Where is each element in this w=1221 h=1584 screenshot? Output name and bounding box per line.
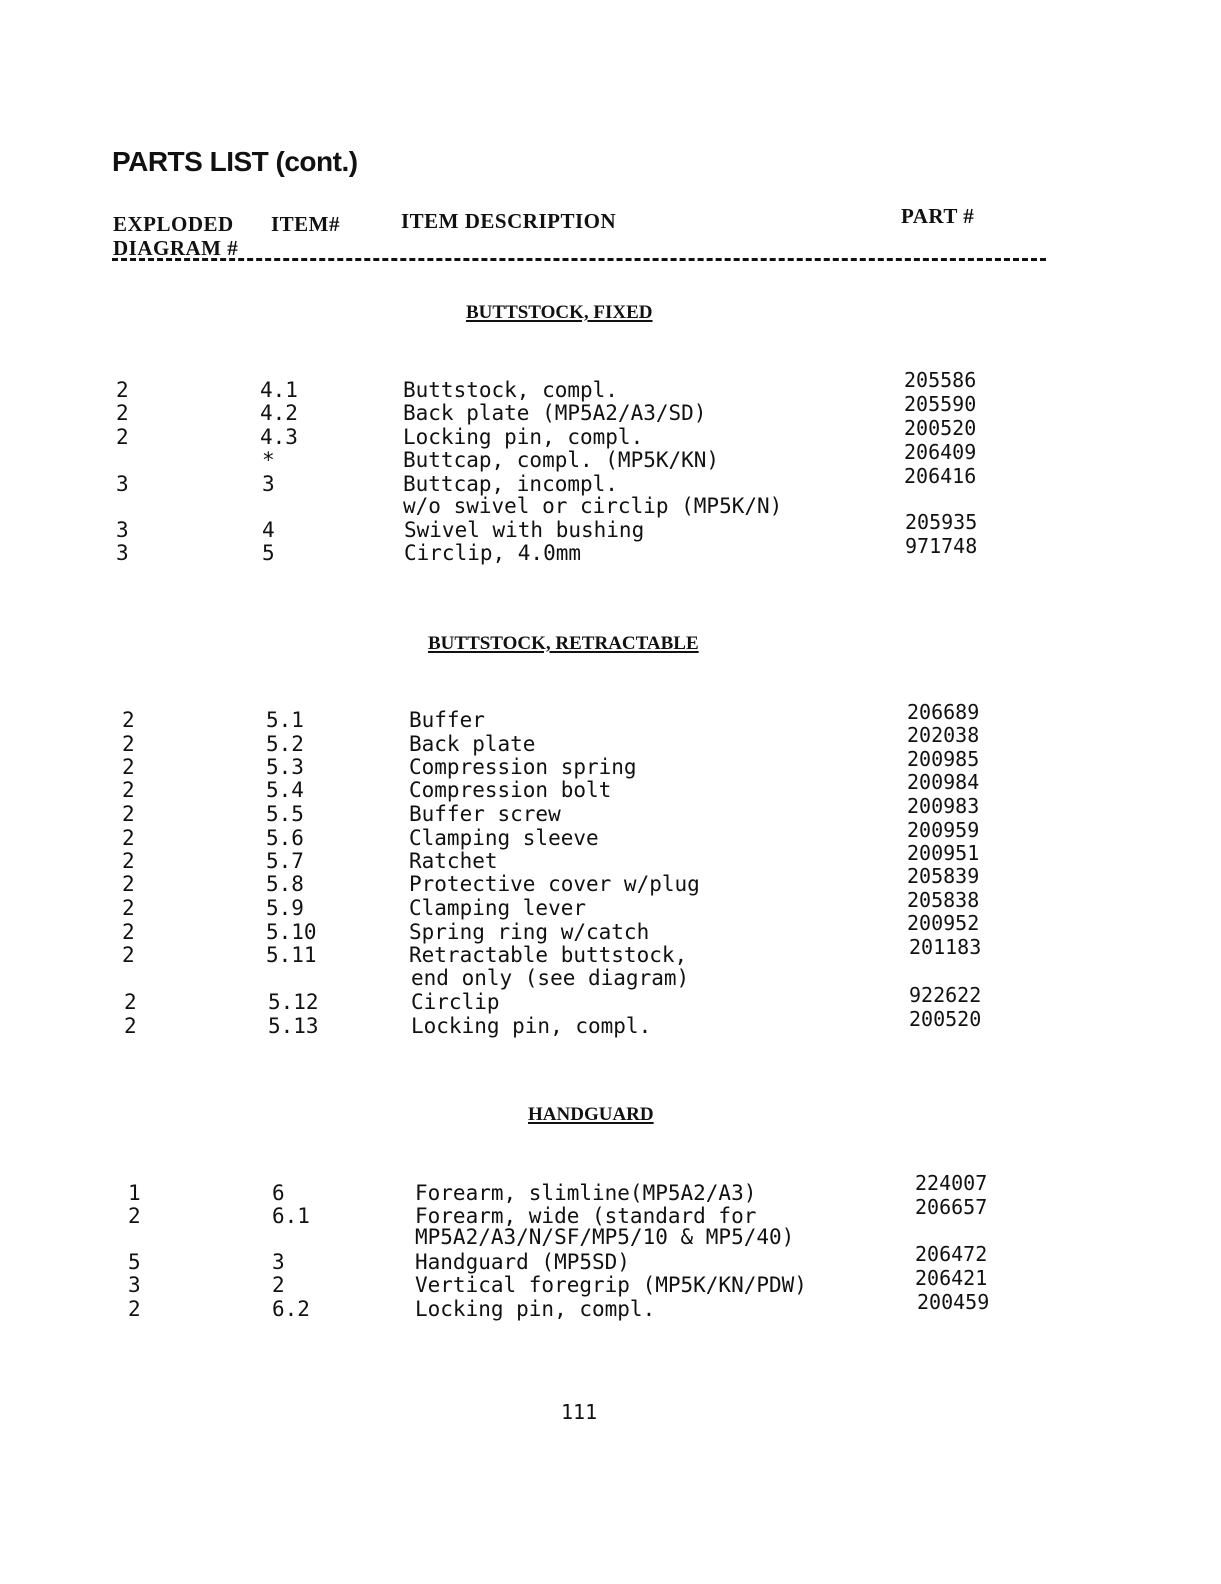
table-row <box>0 378 1221 402</box>
diagram-cell: 2 <box>122 943 135 967</box>
part-number-cell: 205839 <box>907 864 980 888</box>
description-cell: Circlip <box>411 990 500 1014</box>
diagram-cell: 2 <box>122 920 135 944</box>
table-row <box>0 448 1221 472</box>
item-cell: 5.10 <box>266 920 317 944</box>
item-cell: 5.1 <box>266 708 304 732</box>
item-cell: 5.4 <box>266 778 304 802</box>
diagram-cell: 1 <box>128 1181 141 1205</box>
description-continuation: MP5A2/A3/N/SF/MP5/10 & MP5/40) <box>415 1225 795 1249</box>
description-cell: Compression bolt <box>409 778 612 802</box>
table-row <box>0 425 1221 449</box>
description-cell: Ratchet <box>409 849 498 873</box>
part-number-cell: 206409 <box>904 440 977 464</box>
part-number-cell: 205838 <box>907 888 980 912</box>
description-cell: Clamping lever <box>409 896 587 920</box>
item-cell: 5.9 <box>266 896 304 920</box>
part-number-cell: 205586 <box>904 368 977 392</box>
item-cell: 5.5 <box>266 802 304 826</box>
table-row <box>0 849 1221 873</box>
header-part-number: PART # <box>901 204 975 228</box>
part-number-cell: 200985 <box>907 747 980 771</box>
item-cell: 6 <box>272 1181 285 1205</box>
item-cell: 4.2 <box>260 401 298 425</box>
description-cell: Buffer screw <box>409 802 561 826</box>
part-number-cell: 202038 <box>907 723 980 747</box>
table-row <box>0 802 1221 826</box>
table-row <box>0 1250 1221 1274</box>
table-row <box>0 1273 1221 1297</box>
part-number-cell: 200520 <box>909 1007 982 1031</box>
description-cell: Back plate <box>409 732 536 756</box>
description-cell: Circlip, 4.0mm <box>404 541 582 565</box>
diagram-cell: 2 <box>122 732 135 756</box>
table-row <box>0 1014 1221 1038</box>
item-cell: 5.11 <box>266 943 317 967</box>
description-cell: Handguard (MP5SD) <box>415 1250 630 1274</box>
item-cell: 6.2 <box>272 1297 310 1321</box>
table-row <box>0 401 1221 425</box>
part-number-cell: 201183 <box>909 935 982 959</box>
diagram-cell: 2 <box>122 755 135 779</box>
diagram-cell: 3 <box>116 472 129 496</box>
diagram-cell: 2 <box>122 896 135 920</box>
diagram-cell: 3 <box>116 541 129 565</box>
diagram-cell: 2 <box>122 872 135 896</box>
part-number-cell: 200520 <box>904 416 977 440</box>
part-number-cell: 200951 <box>907 841 980 865</box>
diagram-cell: 2 <box>122 778 135 802</box>
part-number-cell: 206689 <box>907 700 980 724</box>
item-cell: 2 <box>272 1273 285 1297</box>
table-row <box>0 920 1221 944</box>
diagram-cell: 2 <box>116 401 129 425</box>
diagram-cell: 2 <box>128 1297 141 1321</box>
table-row <box>0 943 1221 967</box>
description-cell: Buffer <box>409 708 485 732</box>
diagram-cell: 2 <box>124 990 137 1014</box>
section-title-buttstock-retractable: BUTTSTOCK, RETRACTABLE <box>428 633 699 654</box>
description-cell: Back plate (MP5A2/A3/SD) <box>403 401 707 425</box>
table-row <box>0 1181 1221 1205</box>
part-number-cell: 206472 <box>915 1242 988 1266</box>
section-title-buttstock-fixed: BUTTSTOCK, FIXED <box>466 302 653 323</box>
description-cell: Buttstock, compl. <box>403 378 618 402</box>
table-row <box>0 755 1221 779</box>
diagram-cell: 2 <box>128 1204 141 1228</box>
page-title: PARTS LIST (cont.) <box>112 146 358 177</box>
table-row <box>0 1297 1221 1321</box>
table-row <box>0 732 1221 756</box>
item-cell: 5.7 <box>266 849 304 873</box>
table-row <box>0 472 1221 496</box>
part-number-cell: 971748 <box>905 534 978 558</box>
diagram-cell: 2 <box>122 826 135 850</box>
diagram-cell: 2 <box>124 1014 137 1038</box>
item-cell: 5.8 <box>266 872 304 896</box>
item-cell: 5 <box>262 541 275 565</box>
table-row <box>0 990 1221 1014</box>
section-title-handguard: HANDGUARD <box>528 1104 654 1125</box>
part-number-cell: 200952 <box>907 911 980 935</box>
page-number: 111 <box>561 1400 598 1424</box>
table-row <box>0 872 1221 896</box>
description-cell: Forearm, wide (standard for <box>415 1204 757 1228</box>
item-cell: 5.2 <box>266 732 304 756</box>
part-number-cell: 206416 <box>904 464 977 488</box>
header-exploded-diagram-line2: DIAGRAM # <box>113 236 239 260</box>
item-cell: 3 <box>262 472 275 496</box>
description-cell: Retractable buttstock, <box>409 943 688 967</box>
description-cell: Buttcap, compl. (MP5K/KN) <box>403 448 720 472</box>
table-row <box>0 896 1221 920</box>
part-number-cell: 206421 <box>915 1266 988 1290</box>
description-cell: Locking pin, compl. <box>415 1297 656 1321</box>
description-cell: Buttcap, incompl. <box>403 472 618 496</box>
table-row <box>0 708 1221 732</box>
table-row <box>0 778 1221 802</box>
description-cell: Vertical foregrip (MP5K/KN/PDW) <box>415 1273 807 1297</box>
diagram-cell: 2 <box>116 425 129 449</box>
diagram-cell: 3 <box>116 518 129 542</box>
description-cell: Compression spring <box>409 755 637 779</box>
description-continuation: w/o swivel or circlip (MP5K/N) <box>403 494 783 518</box>
part-number-cell: 200984 <box>907 770 980 794</box>
item-cell: 4.1 <box>260 378 298 402</box>
item-cell: 3 <box>272 1250 285 1274</box>
part-number-cell: 205590 <box>904 392 977 416</box>
item-cell: 5.12 <box>268 990 319 1014</box>
part-number-cell: 205935 <box>905 510 978 534</box>
item-cell: 5.3 <box>266 755 304 779</box>
description-cell: Forearm, slimline(MP5A2/A3) <box>415 1181 757 1205</box>
part-number-cell: 206657 <box>915 1195 988 1219</box>
description-cell: Spring ring w/catch <box>409 920 650 944</box>
description-cell: Swivel with bushing <box>404 518 645 542</box>
header-item-number: ITEM# <box>271 212 341 236</box>
table-row <box>0 518 1221 542</box>
diagram-cell: 3 <box>128 1273 141 1297</box>
item-cell: 5.13 <box>268 1014 319 1038</box>
item-cell: 5.6 <box>266 826 304 850</box>
diagram-cell: 2 <box>116 378 129 402</box>
table-row <box>0 541 1221 565</box>
part-number-cell: 200959 <box>907 818 980 842</box>
item-cell: 4.3 <box>260 425 298 449</box>
description-cell: Protective cover w/plug <box>409 872 700 896</box>
description-continuation: end only (see diagram) <box>411 966 690 990</box>
part-number-cell: 224007 <box>915 1171 988 1195</box>
diagram-cell: 5 <box>128 1250 141 1274</box>
item-cell: * <box>262 448 275 472</box>
part-number-cell: 200983 <box>907 794 980 818</box>
part-number-cell: 922622 <box>909 983 982 1007</box>
header-exploded-diagram-line1: EXPLODED <box>113 212 234 236</box>
description-cell: Clamping sleeve <box>409 826 599 850</box>
item-cell: 4 <box>262 518 275 542</box>
header-item-description: ITEM DESCRIPTION <box>401 209 617 233</box>
diagram-cell: 2 <box>122 849 135 873</box>
table-row <box>0 826 1221 850</box>
description-cell: Locking pin, compl. <box>411 1014 652 1038</box>
description-cell: Locking pin, compl. <box>403 425 644 449</box>
diagram-cell: 2 <box>122 802 135 826</box>
header-divider <box>112 258 1046 261</box>
item-cell: 6.1 <box>272 1204 310 1228</box>
part-number-cell: 200459 <box>917 1290 990 1314</box>
diagram-cell: 2 <box>122 708 135 732</box>
